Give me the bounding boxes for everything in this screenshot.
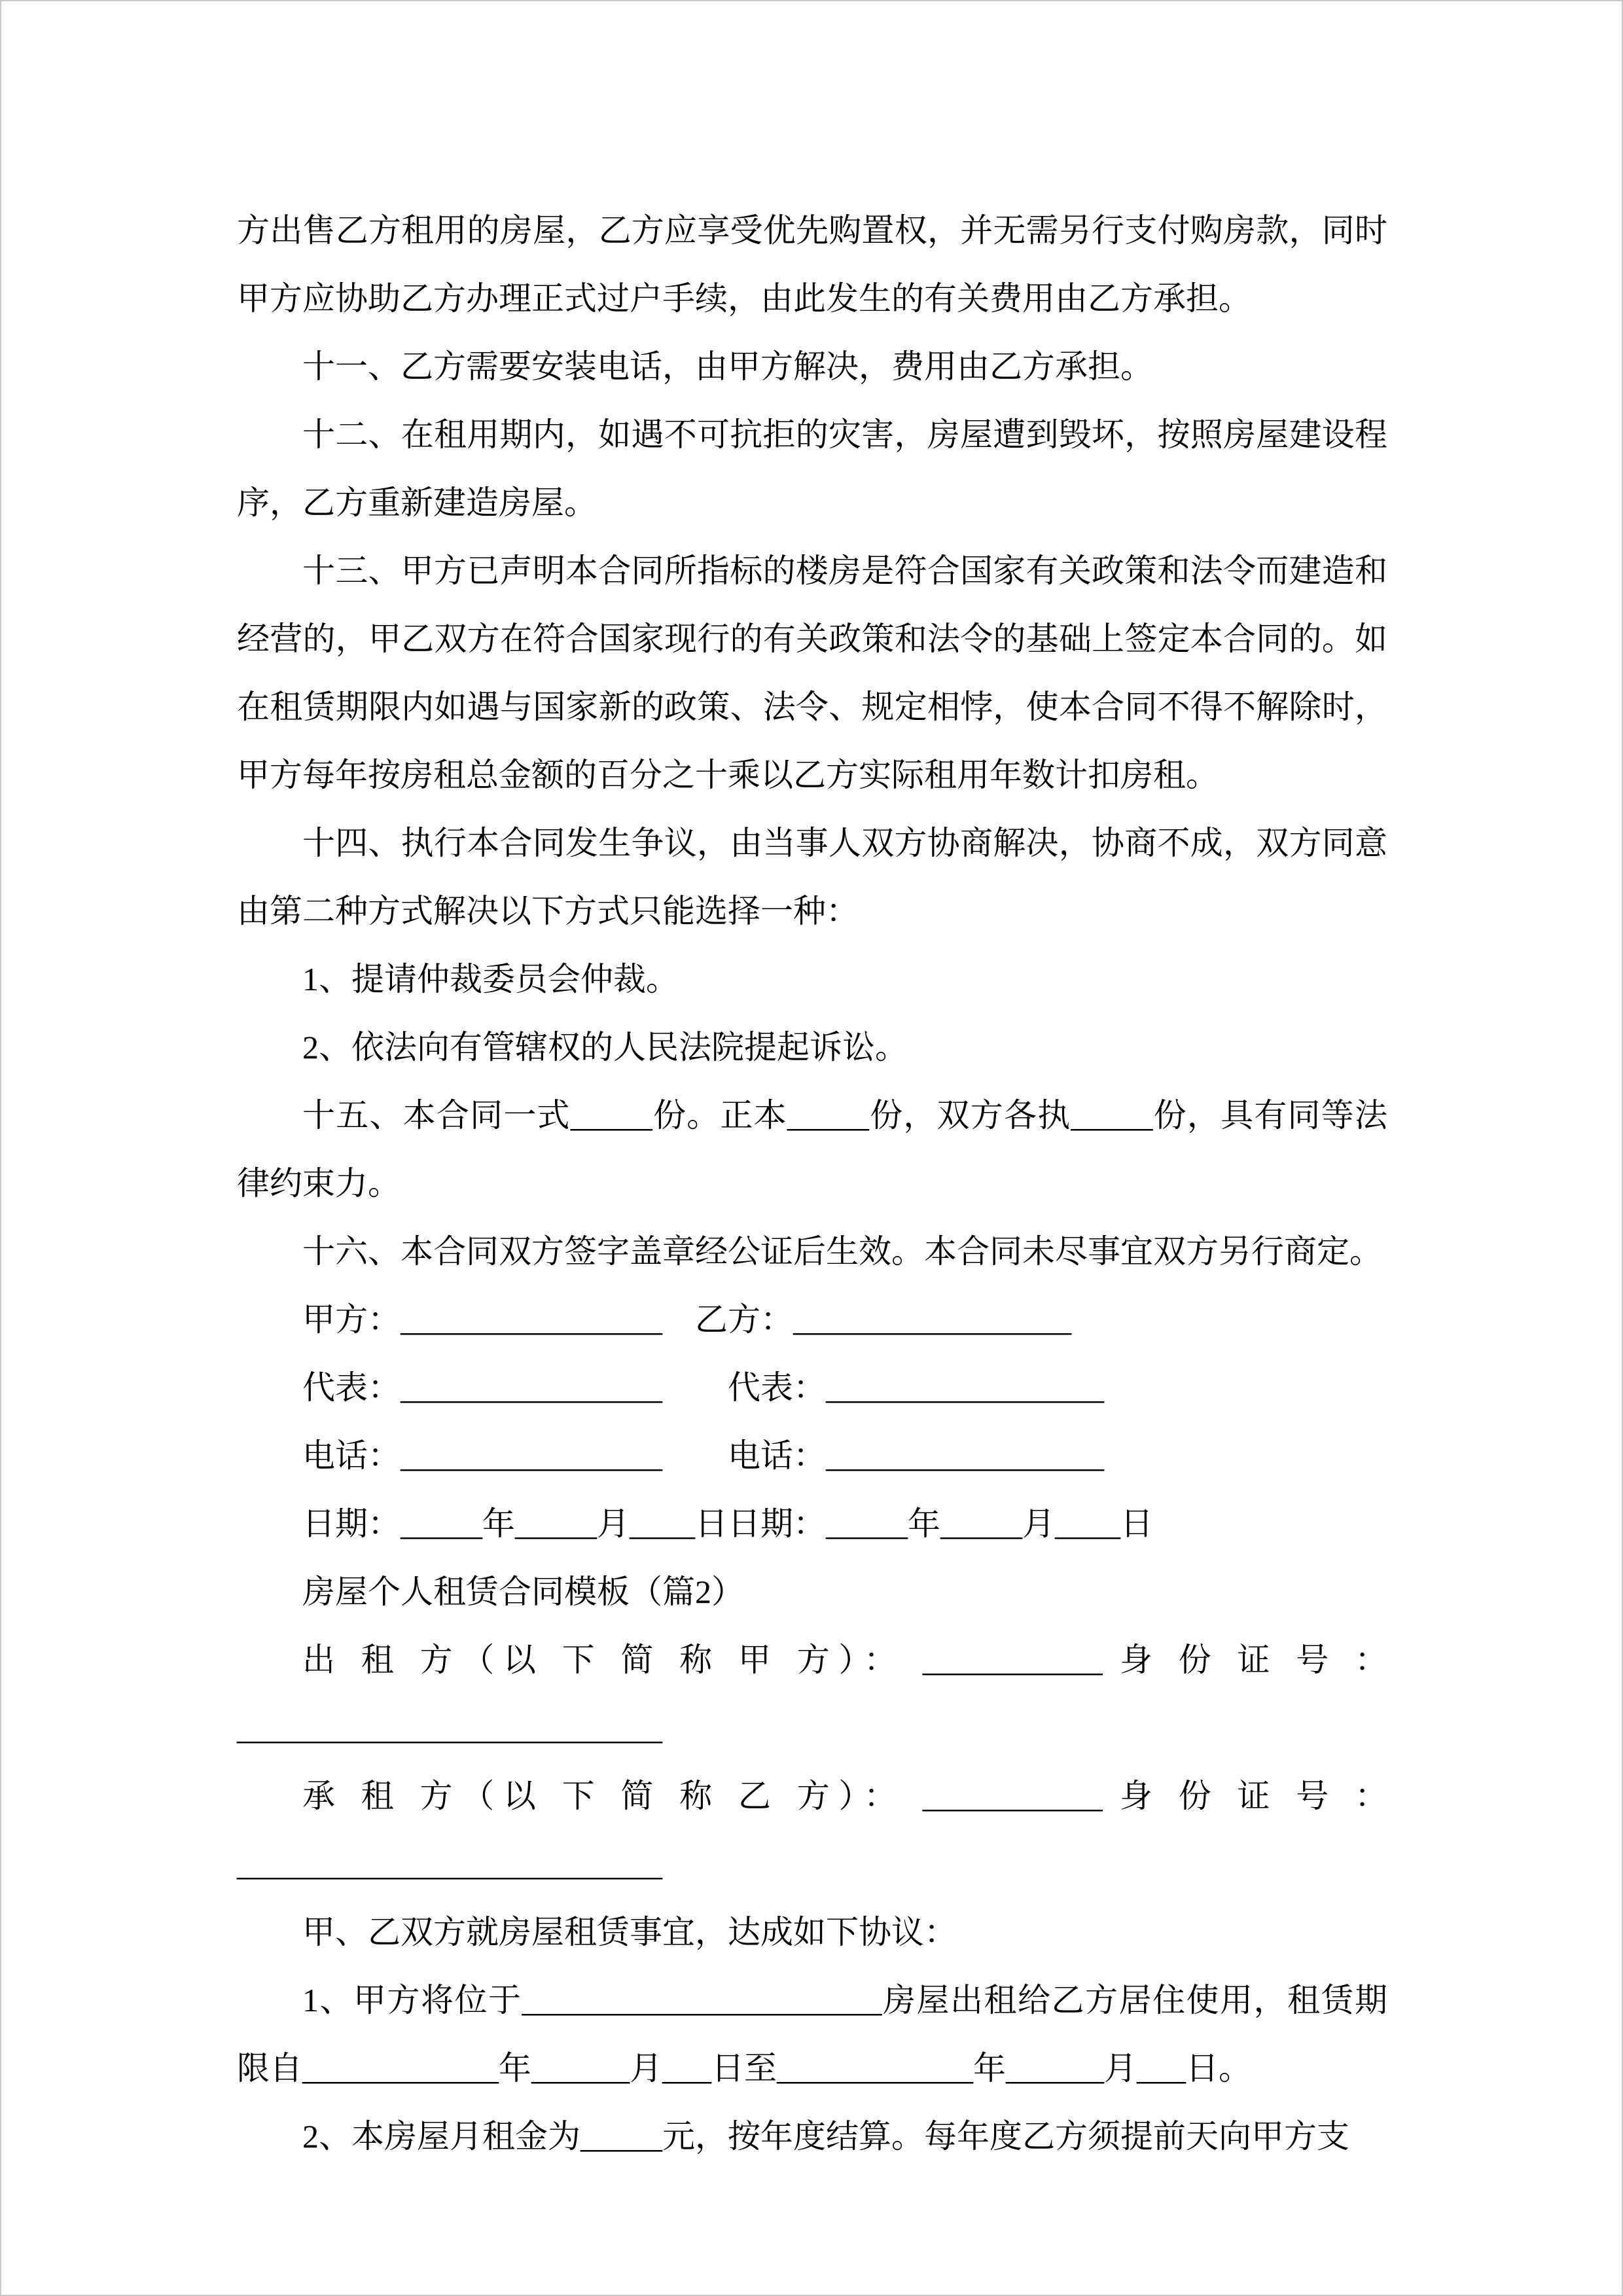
clause-13: 十三、甲方已声明本合同所指标的楼房是符合国家有关政策和法令而建造和经营的，甲乙双方在符合国家现行的有关政策和法令的基础上签定本合同的。如在租赁期限内如遇与国家新的政策、法令、规定相悖，使本合同不得不解除时，甲方每年按房租总金额的百分之十乘以乙方实际租用年数计扣房租。 — [237, 552, 1387, 793]
signature-date-row: 日期：_____年_____月____日日期：_____年_____月____日 — [302, 1505, 1153, 1542]
contract-body — [237, 196, 1387, 2170]
signature-phone-row: 电话：________________ 电话：_________________ — [302, 1437, 1104, 1474]
lessor-id-blank: __________________________ — [237, 1710, 662, 1746]
clause-16: 十六、本合同双方签字盖章经公证后生效。本合同未尽事宜双方另行商定。 — [302, 1233, 1382, 1270]
signature-party-row: 甲方：________________ 乙方：_________________ — [302, 1301, 1071, 1338]
clause-14: 十四、执行本合同发生争议，由当事人双方协商解决，协商不成，双方同意由第二种方式解决以下方式只能选择一种： — [237, 825, 1387, 929]
template-2-heading: 房屋个人租赁合同模板（篇2） — [302, 1573, 744, 1610]
t2-clause-2: 2、本房屋月租金为_____元，按年度结算。每年度乙方须提前天向甲方支 — [302, 2118, 1349, 2155]
clause-15: 十五、本合同一式_____份。正本_____份，双方各执_____份，具有同等法律约束力。 — [237, 1097, 1387, 1202]
agreement-intro: 甲、乙双方就房屋租赁事宜，达成如下协议： — [302, 1914, 957, 1950]
signature-representative-row: 代表：________________ 代表：_________________ — [302, 1369, 1104, 1406]
lessee-line: 承 租 方（以 下 简 称 乙 方）： ___________ 身 份 证 号 ： — [302, 1778, 1387, 1814]
lessor-line: 出 租 方（以 下 简 称 甲 方）： ___________ 身 份 证 号 ： — [302, 1641, 1387, 1678]
clause-12: 十二、在租用期内，如遇不可抗拒的灾害，房屋遭到毁坏，按照房屋建设程序，乙方重新建造房屋。 — [237, 416, 1387, 521]
clause-14-option-1: 1、提请仲裁委员会仲裁。 — [302, 961, 679, 997]
clause-14-option-2: 2、依法向有管辖权的人民法院提起诉讼。 — [302, 1029, 908, 1066]
lessee-id-blank: __________________________ — [237, 1846, 662, 1882]
clause-11: 十一、乙方需要安装电话，由甲方解决，费用由乙方承担。 — [302, 348, 1153, 385]
t2-clause-1: 1、甲方将位于______________________房屋出租给乙方居住使用，租赁期限自____________年______月___日至____________年______月___日。 — [237, 1982, 1387, 2087]
clause-10-continuation: 方出售乙方租用的房屋，乙方应享受优先购置权，并无需另行支付购房款，同时甲方应协助乙方办理正式过户手续，由此发生的有关费用由乙方承担。 — [237, 212, 1387, 317]
